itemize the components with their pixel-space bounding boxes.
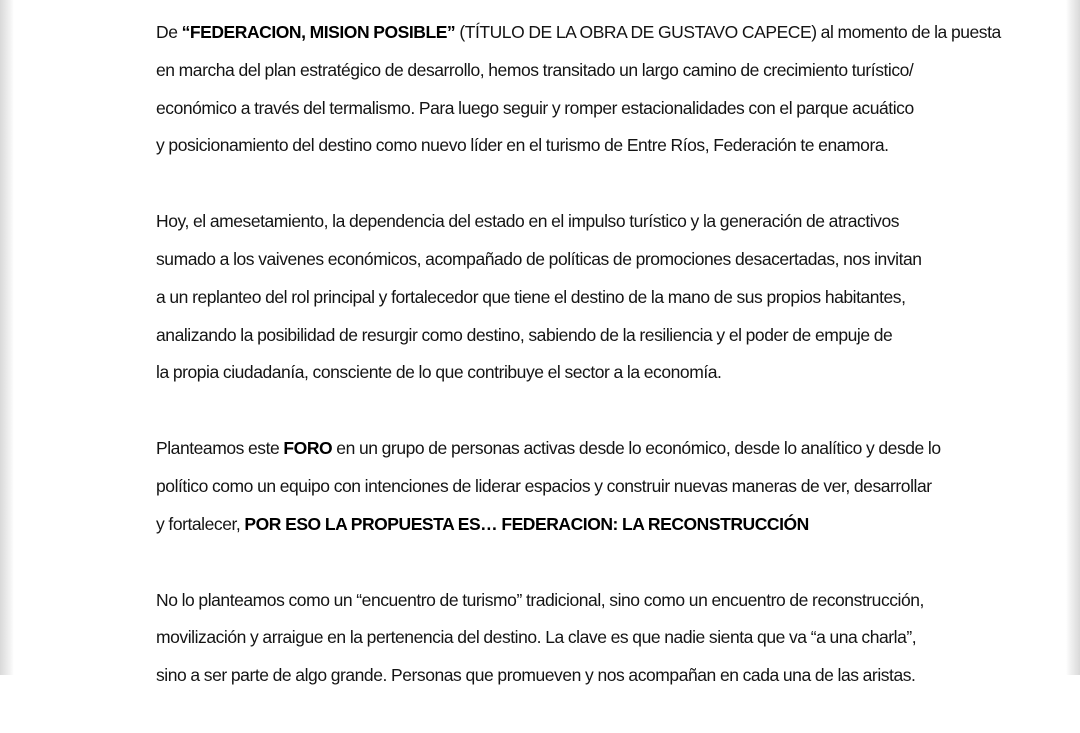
text-segment: económico a través del termalismo. Para luego seguir y romper estacionalidades con el parque acuático <box>156 97 914 118</box>
text-segment: a un replanteo del rol principal y fortalecedor que tiene el destino de la mano de sus propios habitantes, <box>156 286 906 307</box>
bold-text-segment: FORO <box>283 438 333 459</box>
text-segment: en un grupo de personas activas desde lo económico, desde lo analítico y desde lo <box>332 438 941 459</box>
text-segment: movilización y arraigue en la pertenencia del destino. La clave es que nadie sienta que va “a una charla”, <box>156 627 917 648</box>
document-body <box>156 14 1001 733</box>
text-segment: en marcha del plan estratégico de desarrollo, hemos transitado un largo camino de crecimiento turístico/ <box>156 59 914 80</box>
paragraph <box>156 203 956 392</box>
text-line <box>156 619 956 657</box>
text-segment: Planteamos este <box>156 438 284 459</box>
text-segment: sino a ser parte de algo grande. Personas que promueven y nos acompañan en cada una de las aristas. <box>156 665 916 686</box>
text-segment: la propia ciudadanía, consciente de lo que contribuye el sector a la economía. <box>156 362 722 383</box>
bold-text-segment: POR ESO LA PROPUESTA ES… FEDERACION: LA RECONSTRUCCIÓN <box>244 513 809 534</box>
text-line <box>156 203 956 241</box>
paragraph <box>156 14 1001 165</box>
text-segment: sumado a los vaivenes económicos, acompañado de políticas de promociones desacertadas, nos invitan <box>156 248 922 269</box>
text-line <box>156 317 956 355</box>
page-edge-left <box>0 0 14 675</box>
text-line <box>156 279 956 317</box>
text-line <box>156 14 1001 52</box>
text-segment: y fortalecer, <box>156 513 245 534</box>
text-line <box>156 430 956 468</box>
paragraph <box>156 582 956 695</box>
page-edge-right <box>1066 0 1080 675</box>
bold-text-segment: “FEDERACION, MISION POSIBLE” <box>181 22 456 42</box>
text-segment: político como un equipo con intenciones de liderar espacios y construir nuevas maneras de ver, desarrollar <box>156 475 932 496</box>
paragraph <box>156 430 956 543</box>
text-segment: (TÍTULO DE LA OBRA DE GUSTAVO CAPECE) al momento de la puesta <box>455 22 1001 42</box>
text-line <box>156 354 956 392</box>
text-line <box>156 468 956 506</box>
text-line <box>156 127 956 165</box>
text-line <box>156 582 956 620</box>
text-line <box>156 241 956 279</box>
text-line <box>156 506 956 544</box>
text-segment: analizando la posibilidad de resurgir como destino, sabiendo de la resiliencia y el poder de empuje de <box>156 324 893 345</box>
text-segment: No lo planteamos como un “encuentro de turismo” tradicional, sino como un encuentro de reconstrucción, <box>156 589 924 610</box>
text-line <box>156 52 956 90</box>
text-line <box>156 657 956 695</box>
text-segment: y posicionamiento del destino como nuevo líder en el turismo de Entre Ríos, Federación te enamora. <box>156 135 889 156</box>
text-line <box>156 90 956 128</box>
text-segment: De <box>156 22 182 42</box>
text-segment: Hoy, el amesetamiento, la dependencia del estado en el impulso turístico y la generación de atractivos <box>156 211 900 232</box>
